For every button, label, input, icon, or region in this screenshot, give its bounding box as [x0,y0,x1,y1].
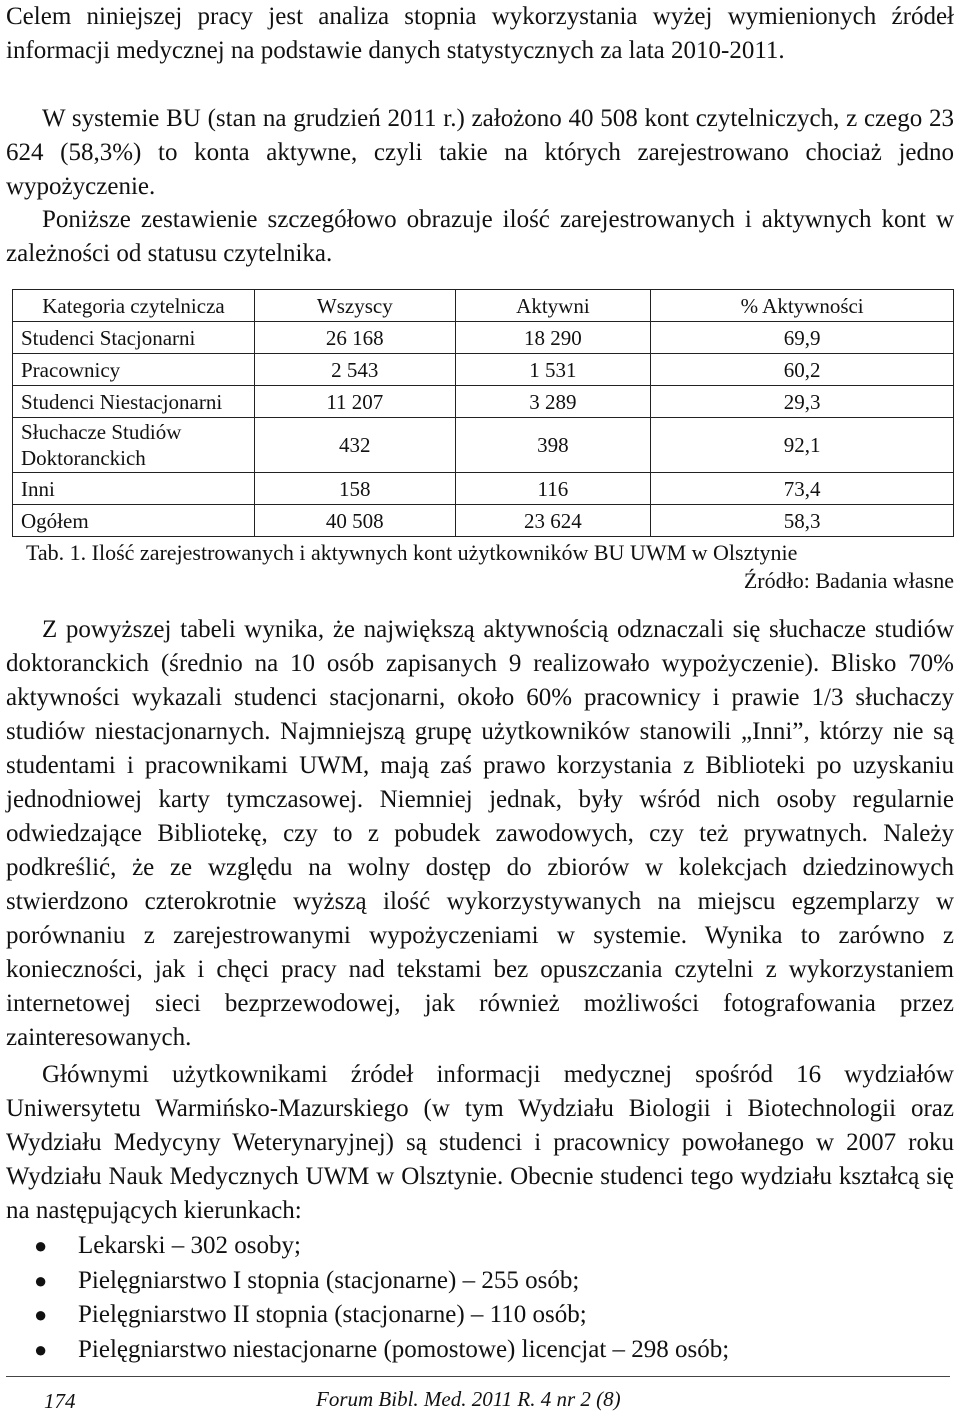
table-cell-active: 23 624 [455,505,651,537]
table-cell-active: 398 [455,418,651,473]
list-item [6,1229,954,1264]
bullet-icon: ● [34,1336,48,1362]
table-cell-active: 116 [455,473,651,505]
table-source: Źródło: Badania własne [743,568,954,593]
courses-list [6,1229,954,1367]
list-item-text: Lekarski – 302 osoby; [78,1232,301,1259]
table-cell-category: Pracownicy [13,354,255,386]
paragraph-accounts: W systemie BU (stan na grudzień 2011 r.) założono 40 508 kont czytelniczych, z czego 23 624 (58,3%) to konta aktywne, czyli takie na których zarejestrowano chociaż jedno wypożyczenie. [6,105,954,200]
table-cell-active: 3 289 [455,386,651,418]
bullet-icon: ● [34,1267,48,1293]
paragraph-table-intro: Poniższe zestawienie szczegółowo obrazuje ilość zarejestrowanych i aktywnych kont w zależności od statusu czytelnika. [6,206,954,267]
list-item [6,1264,954,1299]
table-cell-all: 40 508 [255,505,456,537]
paragraph-faculties: Głównymi użytkownikami źródeł informacji medycznej spośród 16 wydziałów Uniwersytetu Warmińsko-Mazurskiego (w tym Wydziału Biologii i Biotechnologii oraz Wydziału Medycyny Weterynaryjnej) są studenci i pracownicy powołanego w 2007 roku Wydziału Nauk Medycznych UWM w Olsztynie. Obecnie studenci tego wydziału kształcą się na następujących kierunkach: [6,1061,954,1224]
table-cell-percent: 58,3 [651,505,954,537]
list-item-text: Pielęgniarstwo II stopnia (stacjonarne) – 110 osób; [78,1301,587,1328]
list-item-text: Pielęgniarstwo niestacjonarne (pomostowe) licencjat – 298 osób; [78,1335,730,1363]
list-item [6,1333,954,1368]
table-cell-category: Studenci Niestacjonarni [13,386,255,418]
page-number: 174 [44,1389,76,1413]
table-row [13,386,954,418]
table-cell-percent: 29,3 [651,386,954,418]
table-cell-active: 1 531 [455,354,651,386]
reader-accounts-table [12,289,954,537]
table-cell-category: Studenci Stacjonarni [13,322,255,354]
list-item [6,1298,954,1333]
table-cell-all: 432 [255,418,456,473]
table-cell-category: Inni [13,473,255,505]
table-cell-active: 18 290 [455,322,651,354]
bullet-icon: ● [34,1233,48,1258]
table-cell-percent: 92,1 [651,418,954,473]
footer-divider [6,1376,950,1377]
table-cell-category: Słuchacze Studiów Doktoranckich [13,418,255,473]
table-row-total [13,505,954,537]
table-cell-percent: 60,2 [651,354,954,386]
list-item-text: Pielęgniarstwo I stopnia (stacjonarne) – 255 osób; [78,1266,580,1294]
table-row [13,473,954,505]
table-row [13,322,954,354]
table-cell-all: 26 168 [255,322,456,354]
column-header-active: Aktywni [455,290,651,322]
table-caption: Tab. 1. Ilość zarejestrowanych i aktywnych kont użytkowników BU UWM w Olsztynie [26,540,798,565]
table-cell-all: 11 207 [255,386,456,418]
table-cell-percent: 73,4 [651,473,954,505]
column-header-category: Kategoria czytelnicza [13,290,255,322]
table-cell-category: Ogółem [13,505,255,537]
paragraph-intro: Celem niniejszej pracy jest analiza stopnia wykorzystania wyżej wymienionych źródeł informacji medycznej na podstawie danych statystycznych za lata 2010-2011. [6,3,954,64]
table-row [13,418,954,473]
table-cell-percent: 69,9 [651,322,954,354]
paragraph-analysis: Z powyższej tabeli wynika, że największą aktywnością odznaczali się słuchacze studiów doktoranckich (średnio na 10 osób zapisanych 9 realizowało wypożyczenie). Blisko 70% aktywności wykazali studenci stacjonarni, około 60% pracownicy i prawie 1/3 słuchaczy studiów niestacjonarnych. Najmniejszą grupę użytkowników stanowili „Inni”, którzy nie są studentami i pracownikami UWM, mają zaś prawo korzystania z Biblioteki po uzyskaniu jednodniowej karty tymczasowej. Niemniej jednak, były wśród nich osoby regularnie odwiedzające Bibliotekę, czy to z pobudek zawodowych, czy też prywatnych. Należy podkreślić, że ze względu na wolny dostęp do zbiorów w kolekcjach dziedzinowych stwierdzono czterokrotnie wyższą ilość wykorzystywanych na miejscu egzemplarzy w porównaniu z zarejestrowanymi wypożyczeniami w systemie. Wynika to zarówno z konieczności, jak i chęci pracy nad tekstami bez opuszczania czytelni z wykorzystaniem internetowej sieci bezprzewodowej, jak również możliwości fotografowania przez zainteresowanych. [6,616,954,1051]
table-cell-all: 158 [255,473,456,505]
table-row [13,354,954,386]
table-header-row [13,290,954,322]
column-header-all: Wszyscy [255,290,456,322]
table-cell-all: 2 543 [255,354,456,386]
journal-reference: Forum Bibl. Med. 2011 R. 4 nr 2 (8) [316,1387,621,1411]
bullet-icon: ● [34,1302,48,1327]
column-header-activity-percent: % Aktywności [651,290,954,322]
